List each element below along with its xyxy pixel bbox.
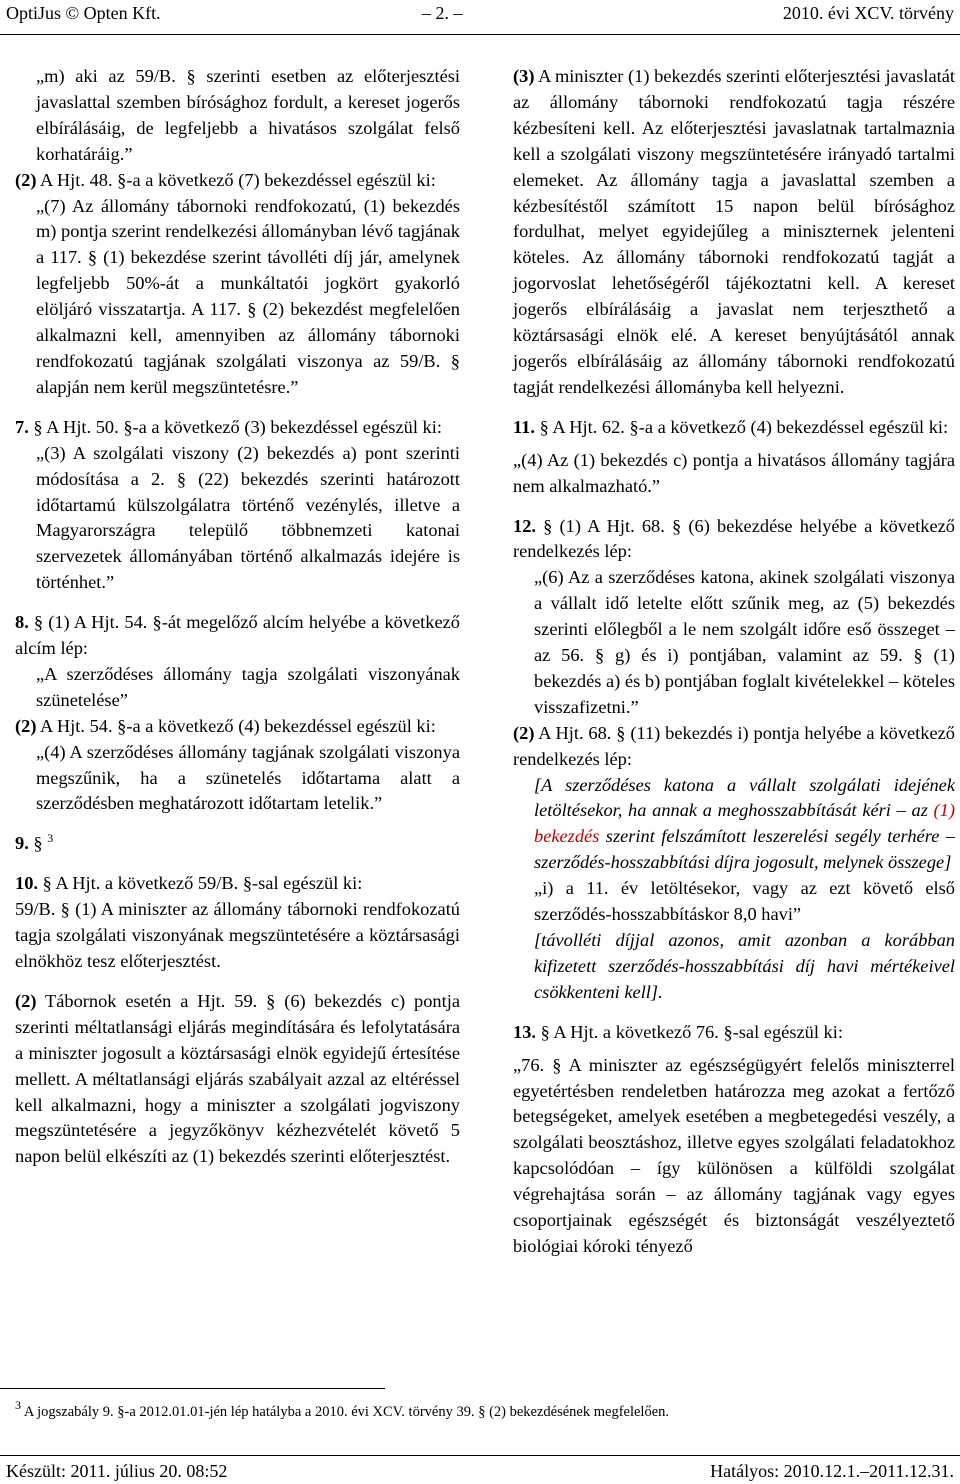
paragraph	[513, 928, 955, 1006]
right-column	[513, 64, 955, 1260]
paragraph	[513, 64, 955, 401]
paragraph-text-continued: szerint felszámított leszerelési segély terhére – szerződés-hosszabbítási díjra jogosult, melynek összege]	[534, 826, 955, 873]
footnote-text: A jogszabály 9. §-a 2012.01.01-jén lép hatályba a 2010. évi XCV. törvény 39. § (2) bekezdésének megfelelően.	[21, 1404, 670, 1420]
paragraph-text: „76. § A miniszter az egészségügyért felelős miniszterrel egyetértésben rendeletben határozza meg azokat a fertőző betegségeket, amelyek esetében a megbetegedési veszély, a szolgálati beosztáshoz, illetve egyes szolgálati feladatokhoz kapcsolódóan – így különösen a külföldi szolgálat végrehajtása során – az állomány tagjának vagy egyes csoportjainak egészségét és biztonságát veszélyeztető biológiai kóroki tényező	[513, 1054, 955, 1256]
section-number: (2)	[15, 715, 37, 736]
paragraph-text: „(7) Az állomány tábornoki rendfokozatú, (1) bekezdés m) pontja szerint rendelkezési állományban lévő tagjának a 117. § (1) bekezdése szerint távolléti díj jár, amelynek legfeljebb 50%-át a munkáltatói jogkört gyakorló elöljáró visszatartja. A 117. § (2) bekezdést megfelelően alkalmazni kell, amennyiben az állomány tábornoki rendfokozatú tagjának szolgálati viszonya az 59/B. § alapján nem kerül megszüntetésre.”	[36, 195, 460, 397]
paragraph	[15, 610, 460, 662]
paragraph-text: 59/B. § (1) A miniszter az állomány tábornoki rendfokozatú tagja szolgálati viszonyának megszüntetésére a köztársasági elnökhöz tesz előterjesztést.	[15, 899, 460, 971]
paragraph	[15, 168, 460, 194]
paragraph	[15, 194, 460, 401]
paragraph	[15, 989, 460, 1170]
paragraph-text: Tábornok esetén a Hjt. 59. § (6) bekezdés c) pontja szerinti méltatlansági eljárás megindítására és lefolytatására a miniszter jogosult a köztársasági elnök egyidejű értesítése mellett. A méltatlansági eljárás szabályait azzal az eltéréssel kell alkalmazni, hogy a miniszter a szolgálati jogviszony megszüntetésére a jegyzőkönyv kézhezvételét követő 5 napon belül elkészíti az (1) bekezdés szerinti előterjesztést.	[15, 990, 460, 1167]
paragraph	[15, 714, 460, 740]
paragraph-text: „A szerződéses állomány tagja szolgálati viszonyának szünetelése”	[36, 663, 460, 710]
paragraph	[15, 662, 460, 714]
paragraph	[513, 1053, 955, 1260]
footnote-mark: 3	[15, 1398, 21, 1412]
highlighted-reference: (1) bekezdés	[534, 800, 955, 847]
paragraph-text: „(3) A szolgálati viszony (2) bekezdés a) pont szerinti módosítása a 2. § (22) bekezdés szerinti határozott időtartamú külszolgálatra történő vezénylés, illetve a Magyarországra települő többnemzeti katonai szervezetek állományában történő alkalmazás idejére is történhet.”	[36, 442, 460, 593]
footnote-reference: 3	[47, 831, 54, 846]
paragraph-text: § A Hjt. a következő 76. §-sal egészül ki:	[536, 1021, 843, 1042]
footnote	[15, 1398, 945, 1422]
paragraph-text: A miniszter (1) bekezdés szerinti előterjesztési javaslatát az állomány tábornoki rendfokozatú tagja részére kézbesíteni kell. Az előterjesztési javaslatnak tartalmaznia kell a szolgálati viszony megszüntetésére irányadó tartalmi elemeket. Az állomány tagja a javaslattal szemben a kézbesítéstől számított 15 napon belül bírósághoz fordulhat, melyet egyidejűleg a miniszternek jelenteni köteles. Az állomány tábornoki rendfokozatú tagját a jogorvoslat lehetőségéről tájékoztatni kell. A kereset jogerős elbírálásáig a javaslat nem terjeszthető a köztársasági elnök elé. A kereset benyújtásától annak jogerős elbírálásáig az állomány tábornoki rendfokozatú tagját rendelkezési állományba kell helyezni.	[513, 66, 955, 397]
paragraph	[513, 448, 955, 500]
section-number: (3)	[513, 66, 535, 86]
paragraph-text: „(6) Az a szerződéses katona, akinek szolgálati viszonya a vállalt idő letelte előtt szűnik meg, az (5) bekezdés szerinti előlegből a le nem szolgált időre eső összeget – az 56. § g) és i) pontjában, valamint az 59. § (1) bekezdés a) és b) pontjában foglalt kivételekkel – köteles visszafizetni.”	[534, 567, 955, 717]
paragraph-text: § (1) A Hjt. 54. §-át megelőző alcím helyébe a következő alcím lép:	[15, 612, 460, 659]
footnote-rule	[0, 1388, 385, 1389]
paragraph	[15, 415, 460, 441]
paragraph-text: § A Hjt. 62. §-a a következő (4) bekezdéssel egészül ki:	[534, 416, 949, 437]
paragraph-text: „m) aki az 59/B. § szerinti esetben az előterjesztési javaslattal szemben bírósághoz fordult, a kereset jogerős elbírálásáig, de legfeljebb a hivatásos szolgálat felső korhatáráig.”	[36, 66, 460, 164]
left-column	[15, 64, 460, 1170]
paragraph-text: § (1) A Hjt. 68. § (6) bekezdése helyébe a következő rendelkezés lép:	[513, 515, 955, 562]
section-number: 10.	[15, 873, 38, 894]
page-header	[6, 3, 954, 27]
paragraph	[15, 897, 460, 975]
footer-rule	[0, 1455, 960, 1456]
paragraph	[513, 565, 955, 720]
paragraph	[513, 721, 955, 773]
section-number: 12.	[513, 515, 536, 536]
section-number: 7.	[15, 416, 29, 437]
section-number: 11.	[513, 416, 535, 437]
paragraph-text: A Hjt. 68. § (11) bekezdés i) pontja helyébe a következő rendelkezés lép:	[513, 722, 955, 769]
paragraph	[513, 773, 955, 877]
paragraph	[15, 441, 460, 596]
paragraph	[15, 740, 460, 818]
paragraph-text: §	[28, 833, 48, 854]
paragraph-text: A Hjt. 54. §-a a következő (4) bekezdéssel egészül ki:	[36, 715, 436, 736]
paragraph	[15, 871, 460, 897]
section-number: 9.	[15, 833, 29, 854]
paragraph	[513, 876, 955, 928]
paragraph-text: § A Hjt. 50. §-a a következő (3) bekezdéssel egészül ki:	[28, 416, 442, 437]
paragraph-text: [távolléti díjjal azonos, amit azonban a korábban kifizetett szerződés-hosszabbítási díj havi mértékeivel csökkenteni kell].	[534, 930, 955, 1002]
header-rule	[0, 34, 960, 35]
header-page-number: – 2. –	[422, 3, 463, 23]
paragraph	[15, 64, 460, 168]
section-number: 8.	[15, 612, 29, 633]
paragraph	[513, 1020, 955, 1046]
paragraph-text: [A szerződéses katona a vállalt szolgálati idejének letöltésekor, ha annak a meghosszabbítását kéri – az	[534, 774, 955, 821]
section-number: 13.	[513, 1021, 536, 1042]
header-law-title: 2010. évi XCV. törvény	[782, 3, 954, 23]
paragraph-text: „i) a 11. év letöltésekor, vagy az ezt követő első szerződés-hosszabbításkor 8,0 havi”	[534, 878, 955, 925]
footer-created: Készült: 2011. július 20. 08:52	[6, 1461, 228, 1481]
paragraph-text: „(4) A szerződéses állomány tagjának szolgálati viszonya megszűnik, ha a szünetelés időtartama alatt a szerződésben meghatározott időtartam letelik.”	[36, 741, 460, 814]
section-number: (2)	[15, 990, 37, 1011]
paragraph	[513, 415, 955, 441]
paragraph-text: „(4) Az (1) bekezdés c) pontja a hivatásos állomány tagjára nem alkalmazható.”	[513, 449, 955, 496]
paragraph-text: § A Hjt. a következő 59/B. §-sal egészül ki:	[38, 873, 363, 894]
paragraph	[15, 831, 460, 857]
footer-effective: Hatályos: 2010.12.1.–2011.12.31.	[710, 1461, 954, 1481]
section-number: (2)	[15, 169, 37, 190]
paragraph	[513, 514, 955, 566]
paragraph-text: A Hjt. 48. §-a a következő (7) bekezdéssel egészül ki:	[36, 169, 436, 190]
section-number: (2)	[513, 722, 535, 743]
header-publisher: OptiJus © Opten Kft.	[6, 3, 161, 23]
